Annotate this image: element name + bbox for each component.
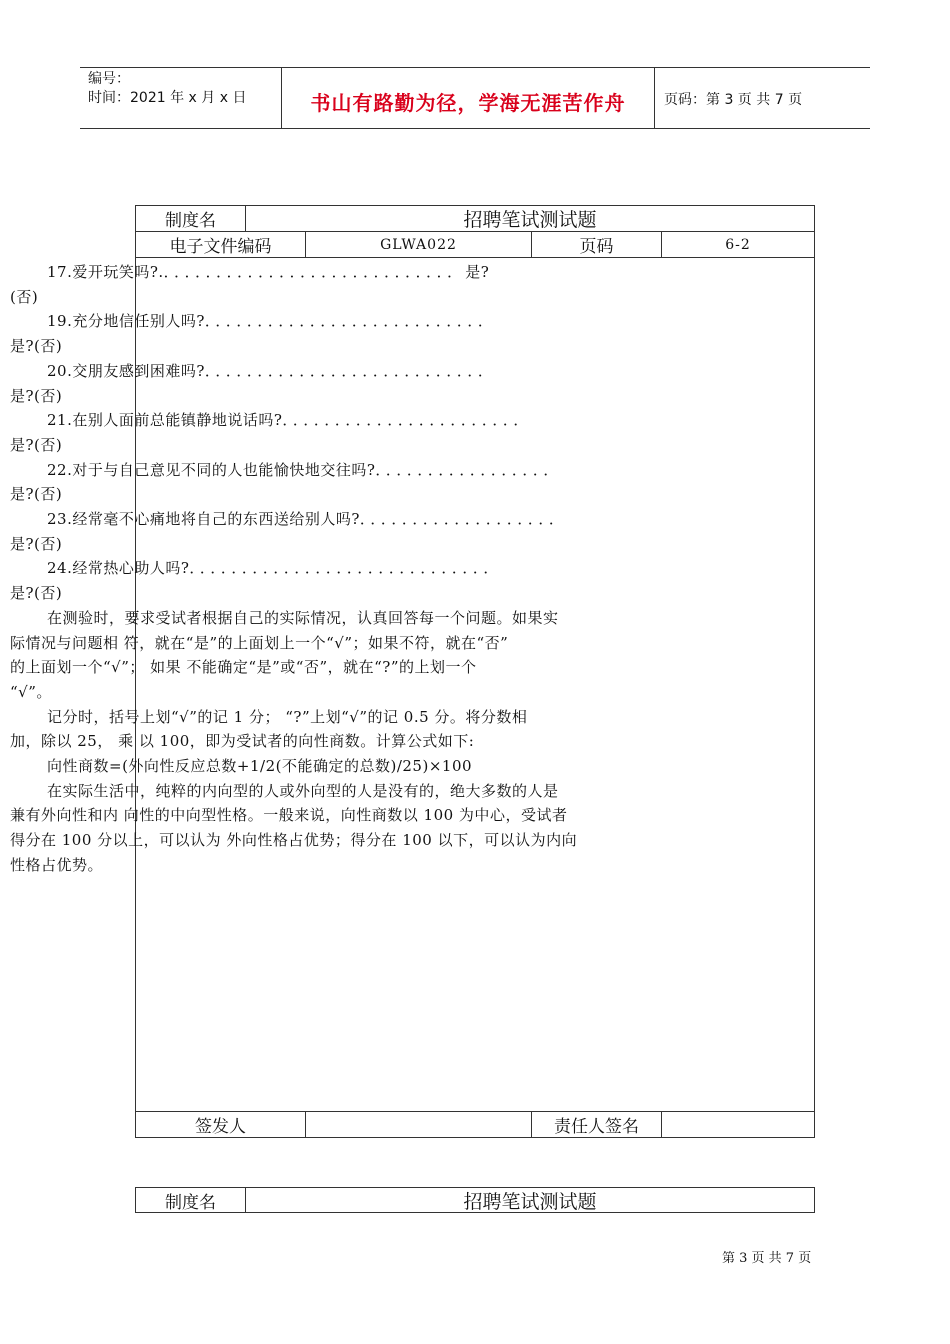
header-page-number: 页码：第 3 页 共 7 页 bbox=[664, 92, 803, 108]
form-table-2 bbox=[135, 1187, 815, 1213]
instructions-line-3: 的上面划一个“√”； 如果 不能确定“是”或“否”，就在“?”的上划一个 bbox=[10, 658, 477, 677]
system-name-value: 招聘笔试测试题 bbox=[463, 209, 597, 231]
page-code-label: 页码 bbox=[532, 232, 662, 257]
responsible-signature-field[interactable] bbox=[662, 1112, 814, 1137]
question-22: 22.对于与自己意见不同的人也能愉快地交往吗?．．．．．．．．．．．．．．．．． bbox=[47, 460, 562, 479]
header-number: 编号： bbox=[88, 71, 130, 87]
form-row-signatures bbox=[136, 1111, 814, 1137]
header-top-rule bbox=[80, 67, 870, 68]
header-bottom-rule bbox=[80, 128, 870, 129]
page-code-value: 6-2 bbox=[725, 236, 751, 253]
form2-system-name-label: 制度名 bbox=[136, 1188, 246, 1212]
issuer-field[interactable] bbox=[306, 1112, 532, 1137]
form2-system-name-value: 招聘笔试测试题 bbox=[463, 1190, 597, 1213]
question-20: 20.交朋友感到困难吗?．．．．．．．．．．．．．．．．．．．．．．．．．．． bbox=[47, 361, 496, 380]
test-content bbox=[10, 260, 675, 878]
question-21: 21.在别人面前总能镇静地说话吗?．．．．．．．．．．．．．．．．．．．．．．． bbox=[47, 411, 532, 430]
explanation-line-2: 兼有外向性和内 向性的中向型性格。一般来说，向性商数以 100 为中心，受试者 bbox=[10, 806, 568, 825]
formula-line: 向性商数=(外向性反应总数+1/2(不能确定的总数)/25)×100 bbox=[47, 757, 473, 776]
file-code-value: GLWA022 bbox=[306, 232, 532, 257]
instructions-line-4: “√”。 bbox=[10, 682, 52, 701]
form-row-file-code bbox=[136, 232, 814, 258]
responsible-label: 责任人签名 bbox=[532, 1112, 662, 1137]
explanation-line-1: 在实际生活中，纯粹的内向型的人或外向型的人是没有的，绝大多数的人是 bbox=[47, 781, 559, 800]
question-17: 17.爱开玩笑吗?.．．．．．．．．．．．．．．．．．．．．．．．．．．．．是? bbox=[47, 263, 490, 281]
form2-row-system-name bbox=[136, 1188, 814, 1212]
file-code-label: 电子文件编码 bbox=[136, 232, 306, 257]
header-meta bbox=[88, 70, 246, 108]
header-motto: 书山有路勤为径，学海无涯苦作舟 bbox=[310, 91, 626, 115]
issuer-label: 签发人 bbox=[136, 1112, 306, 1137]
question-22-answer: 是?(否) bbox=[10, 485, 63, 504]
footer-page-number: 第 3 页 共 7 页 bbox=[722, 1251, 812, 1266]
instructions-line-2: 际情况与问题相 符，就在“是”的上面划上一个“√”；如果不符，就在“否” bbox=[10, 633, 509, 652]
question-23-answer: 是?(否) bbox=[10, 534, 63, 553]
form-row-system-name bbox=[136, 206, 814, 232]
explanation-line-3: 得分在 100 分以上，可以认为 外向性格占优势；得分在 100 以下，可以认为内向 bbox=[10, 831, 578, 850]
instructions-line-1: 在测验时，要求受试者根据自己的实际情况，认真回答每一个问题。如果实 bbox=[47, 608, 559, 627]
system-name-label: 制度名 bbox=[136, 206, 246, 231]
question-21-answer: 是?(否) bbox=[10, 435, 63, 454]
question-17-answer: (否) bbox=[10, 287, 39, 306]
question-23: 23.经常毫不心痛地将自己的东西送给别人吗?．．．．．．．．．．．．．．．．．．． bbox=[47, 510, 567, 529]
header-divider-right bbox=[654, 67, 655, 128]
scoring-line-1: 记分时，括号上划“√”的记 1 分； “?”上划“√”的记 0.5 分。将分数相 bbox=[47, 707, 528, 726]
header-time: 时间：2021 年 x 月 x 日 bbox=[88, 90, 247, 106]
explanation-line-4: 性格占优势。 bbox=[10, 855, 104, 874]
question-19-answer: 是?(否) bbox=[10, 337, 63, 356]
scoring-line-2: 加，除以 25， 乘 以 100，即为受试者的向性商数。计算公式如下: bbox=[10, 732, 475, 751]
question-24-answer: 是?(否) bbox=[10, 584, 63, 603]
question-24: 24.经常热心助人吗?．．．．．．．．．．．．．．．．．．．．．．．．．．．．． bbox=[47, 559, 502, 578]
question-20-answer: 是?(否) bbox=[10, 386, 63, 405]
question-19: 19.充分地信任别人吗?．．．．．．．．．．．．．．．．．．．．．．．．．．． bbox=[47, 312, 496, 331]
